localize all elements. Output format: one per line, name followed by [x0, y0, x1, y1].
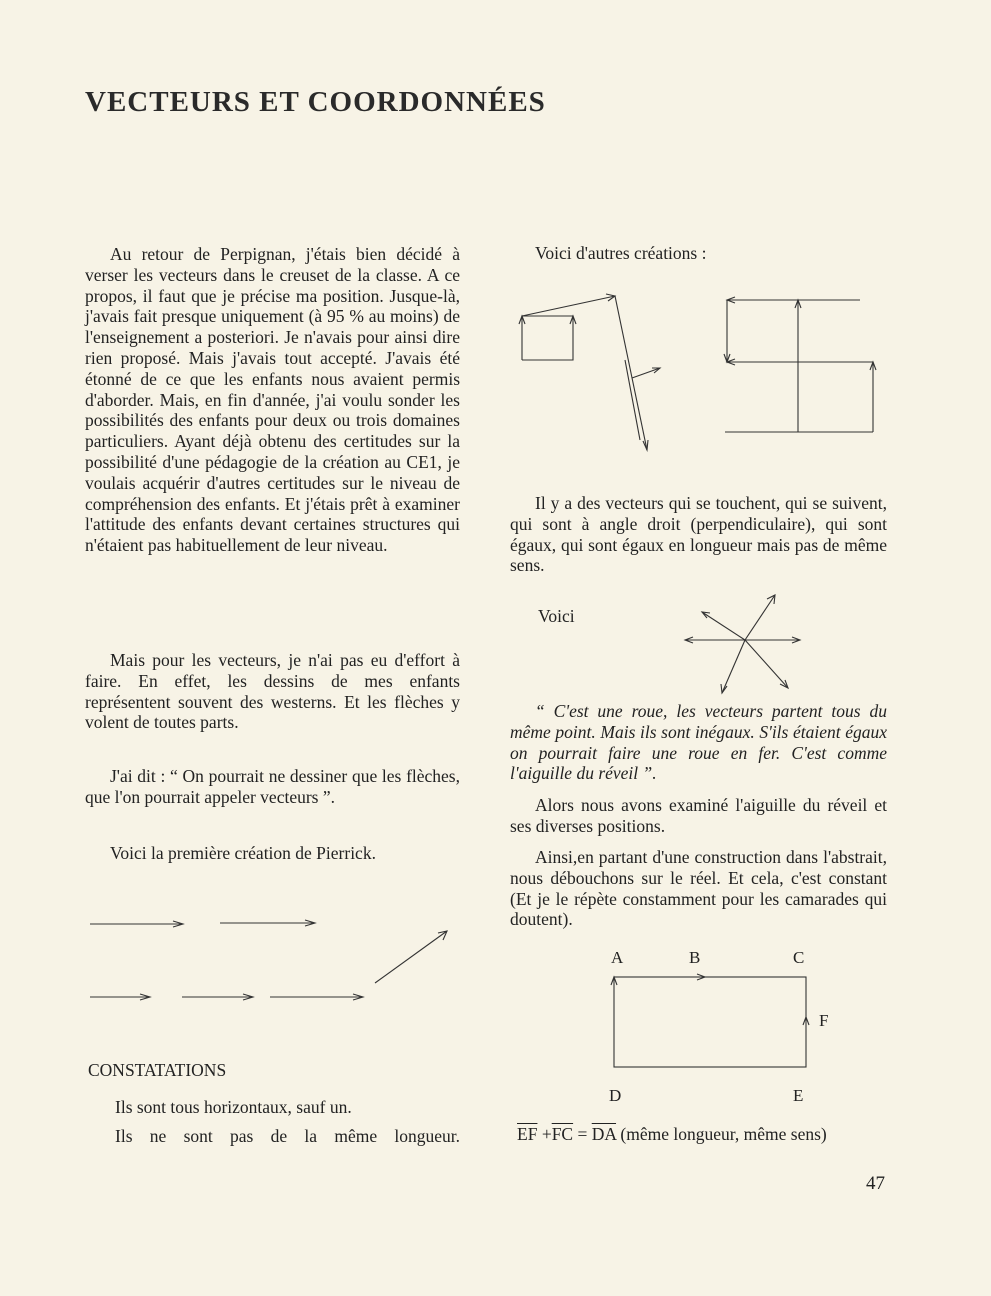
pierrick-vectors-figure — [85, 915, 465, 1015]
other-creations-figure — [515, 290, 885, 460]
vector-equation — [517, 1124, 897, 1145]
voici-label: Voici — [538, 606, 575, 626]
vector-arrow — [722, 640, 745, 693]
constatation-2: Ils ne sont pas de la même longueur. — [115, 1126, 460, 1146]
label-d: D — [609, 1086, 622, 1105]
vector-arrow — [522, 296, 615, 316]
vector-arrow — [702, 612, 745, 640]
plus-sign: + — [541, 1124, 552, 1144]
constatation-1: Ils sont tous horizontaux, sauf un. — [115, 1097, 352, 1117]
constatations-heading: CONSTATATIONS — [88, 1060, 227, 1080]
left-paragraph-4: Voici la première création de Pierrick. — [110, 843, 376, 863]
right-intro: Voici d'autres créations : — [535, 243, 707, 263]
left-paragraph-3: J'ai dit : “ On pourrait ne dessiner que les flèches, que l'on pourrait appeler vecteurs ”. — [85, 766, 460, 807]
vector-fc: $\overline{FC}$ — [551, 1124, 574, 1144]
vector-da: $\overline{DA}$ — [591, 1124, 617, 1144]
square-vectors — [522, 316, 573, 360]
wheel-vectors-figure — [680, 590, 810, 700]
page-title: VECTEURS ET COORDONNÉES — [85, 86, 546, 118]
label-f: F — [819, 1011, 829, 1030]
vector-arrow — [745, 595, 775, 640]
vector-arrow — [625, 360, 640, 440]
rectangle-abce — [614, 977, 806, 1067]
left-column — [85, 244, 460, 556]
page-number: 47 — [866, 1173, 885, 1194]
vector-arrow — [745, 640, 788, 688]
label-b: B — [689, 948, 701, 967]
label-e: E — [793, 1086, 804, 1105]
equation-note: (même longueur, même sens) — [620, 1124, 827, 1144]
right-paragraph-2: Alors nous avons examiné l'aiguille du réveil et ses diverses positions. — [510, 795, 887, 836]
left-paragraph-2: Mais pour les vecteurs, je n'ai pas eu d'effort à faire. En effet, les dessins de mes enfants représentent souvent des westerns. Et les flèches y volent de toutes parts. — [85, 650, 460, 733]
vector-arrow — [632, 368, 660, 378]
right-quote: “ C'est une roue, les vecteurs partent tous du même point. Mais ils sont inégaux. S'ils étaient égaux on pourrait faire une roue en fer. C'est comme l'aiguille du réveil ”. — [510, 701, 887, 784]
left-paragraph-1: Au retour de Perpignan, j'étais bien décidé à verser les vecteurs dans le creuset de la classe. A ce propos, il faut que je précise ma position. Jusque-là, j'avais fait presque uniquement (à 95 % au moins) de l'enseignement a posteriori. Je n'avais pour ainsi dire rien proposé. Mais j'avais tout accepté. J'avais été étonné de ce que les enfants nous avaient permis d'aborder. Mais, en fin d'année, j'ai voulu sonder les possibilités des enfants pour deux ou trois domaines particuliers. Ayant déjà obtenu des certitudes sur la possibilité d'une pédagogie de la création au CE1, je voulais acquérir d'autres certitudes sur le niveau de compréhension des enfants. Et j'étais prêt à examiner l'attitude des enfants devant certaines structures qui n'étaient pas habituellement de leur niveau. — [85, 244, 460, 556]
rectangle-vectors-figure — [610, 972, 815, 1072]
vector-arrow — [615, 296, 647, 450]
label-a: A — [611, 948, 624, 967]
label-c: C — [793, 948, 805, 967]
right-paragraph-1: Il y a des vecteurs qui se touchent, qui se suivent, qui sont à angle droit (perpendiculaire), qui sont égaux, qui sont égaux en longueur mais pas de même sens. — [510, 493, 887, 576]
vector-ef: $\overline{EF}$ — [517, 1124, 538, 1144]
right-paragraph-3: Ainsi,en partant d'une construction dans l'abstrait, nous débouchons sur le réel. Et cela, c'est constant (Et je le répète constamment pour les camarades qui doutent). — [510, 847, 887, 930]
vector-arrow — [375, 931, 447, 983]
equals-sign: = — [577, 1124, 588, 1144]
